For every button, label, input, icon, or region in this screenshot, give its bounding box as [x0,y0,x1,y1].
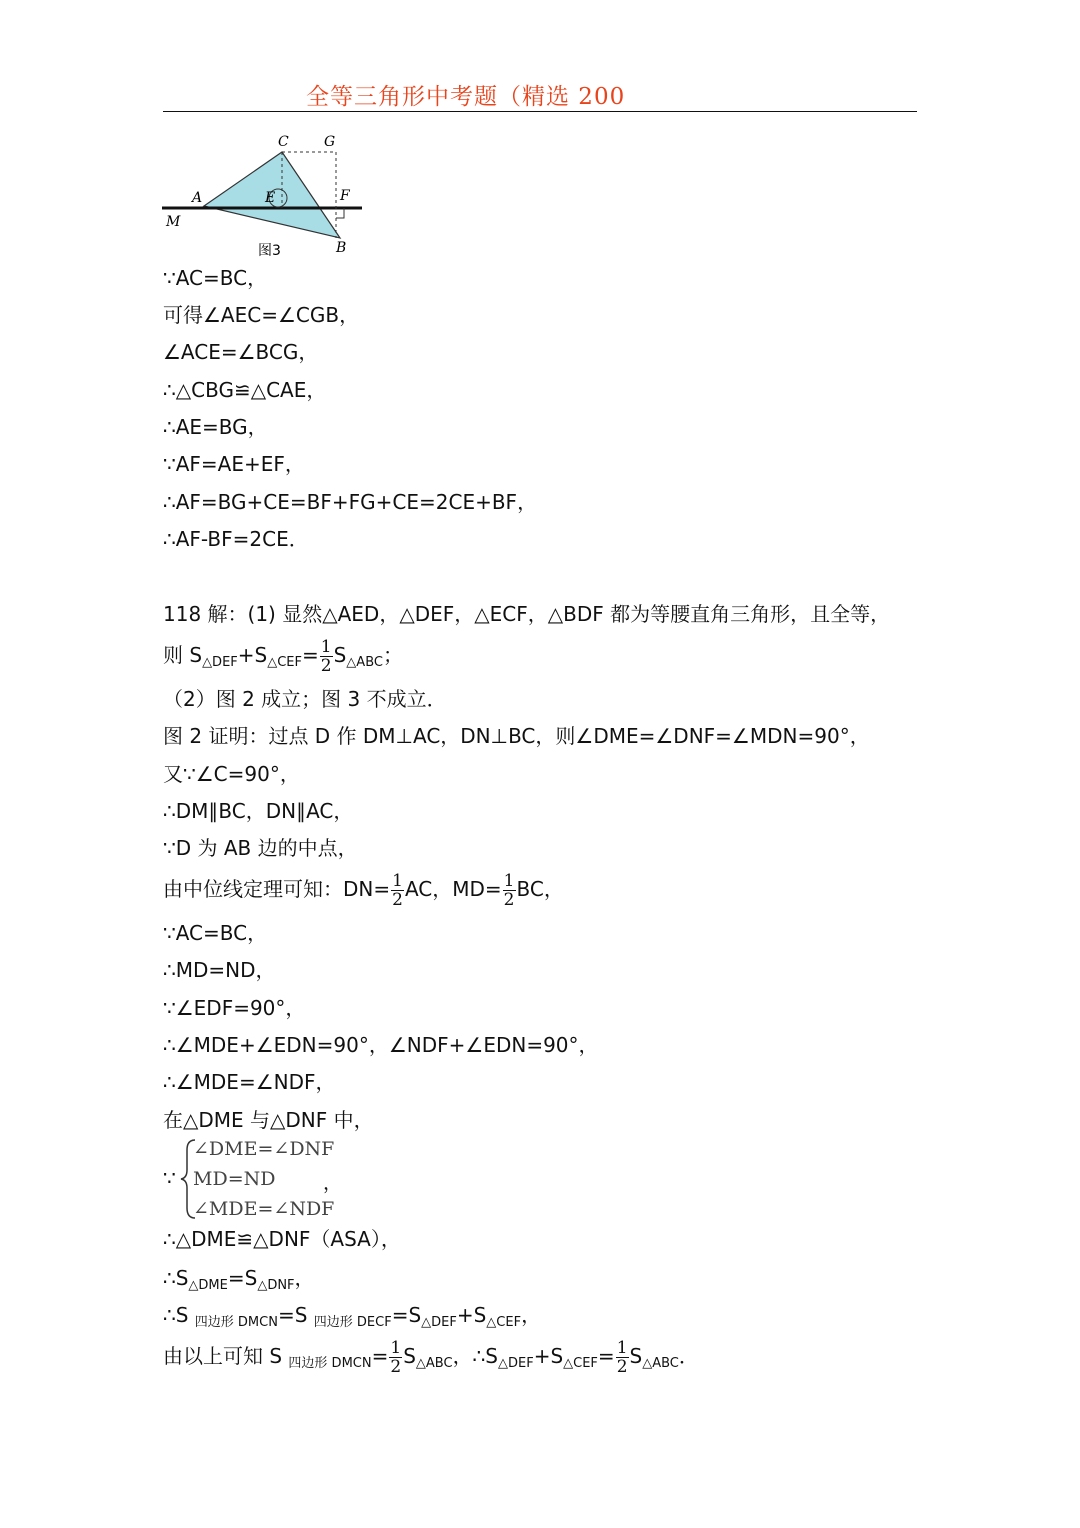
label-a: A [192,190,203,206]
label-e: E [265,190,276,206]
label-f: F [340,188,350,204]
proof-line: ∴∠MDE=∠NDF， [163,1070,336,1094]
text-line: ∴△CBG≌△CAE， [163,378,327,402]
text-line: 可得∠AEC=∠CGB， [163,303,360,327]
fraction-half: $\frac{1}{2}$ [616,1338,628,1377]
proof-line: 在△DME 与△DNF 中， [163,1108,374,1132]
fraction-half: $\frac{1}{2}$ [392,871,403,910]
proof-line: ∴∠MDE+∠EDN=90°，∠NDF+∠EDN=90°， [163,1033,599,1057]
text-line: ∴AF-BF=2CE． [163,527,309,551]
proof-line: ∴△DME≌△DNF（ASA）， [163,1227,401,1251]
equation-system: ∵ ∠DME=∠DNF MD=ND ∠MDE=∠NDF ， [163,1138,343,1220]
text-line: ∴AF=BG+CE=BF+FG+CE=2CE+BF， [163,490,538,514]
proof-line: 图 2 证明：过点 D 作 DM⊥AC，DN⊥BC，则∠DME=∠DNF=∠MDN=90°， [163,724,870,748]
geometry-figure [160,128,370,263]
label-b: B [336,240,347,256]
proof-line: 又∵∠C=90°， [163,762,300,786]
figure-caption: 图3 [258,243,281,259]
header-rule [163,111,917,112]
text-line: ∵AC=BC， [163,266,268,290]
area-equal-line: $\therefore S_{\triangle DME}=S_{\triangle DNF}$， [163,1266,315,1293]
text-line: ∴AE=BG， [163,415,268,439]
part2: （2）图 2 成立；图 3 不成立． [163,687,447,711]
proof-line: ∵∠EDF=90°， [163,996,306,1020]
label-g: G [324,134,336,150]
fraction-half: $\frac{1}{2}$ [503,871,515,910]
proof-line: ∴DM∥BC，DN∥AC， [163,799,354,823]
text-line: ∵AF=AE+EF， [163,452,305,476]
page-header-title: 全等三角形中考题（精选 200 [306,84,626,110]
solution-118-intro: 118 解：(1) 显然△AED，△DEF，△ECF，△BDF 都为等腰直角三角形，且全等， [163,602,891,626]
label-m: M [166,214,181,230]
final-line: 由以上可知 S $_{四边形 DMCN}$= $\frac{1}{2}$ $S_{\triangle ABC}$，$\therefore S_{\triangle DEF}+S_{\triangle CEF}=$ $\frac{1}{2}$ $S_{\triangle ABC}$． [163,1338,699,1377]
area-equation: 则 $S_{\triangle DEF}+S_{\triangle CEF}=$ $\frac{1}{2}$ $S_{\triangle ABC}$； [163,637,403,676]
proof-line: ∵AC=BC， [163,921,268,945]
midline-line: 由中位线定理可知：DN= $\frac{1}{2}$ AC，MD= $\frac{1}{2}$ BC， [163,871,564,910]
proof-line: ∵D 为 AB 边的中点， [163,836,358,860]
label-c: C [278,134,289,150]
proof-line: ∴MD=ND， [163,958,276,982]
text-line: ∠ACE=∠BCG， [163,340,319,364]
fraction-half: $\frac{1}{2}$ [320,637,332,676]
fraction-half: $\frac{1}{2}$ [390,1338,402,1377]
quad-area-line: ∴S $_{四边形 DMCN}$=S $_{四边形 DECF}=S_{\triangle DEF}+S_{\triangle CEF}$， [163,1303,542,1330]
